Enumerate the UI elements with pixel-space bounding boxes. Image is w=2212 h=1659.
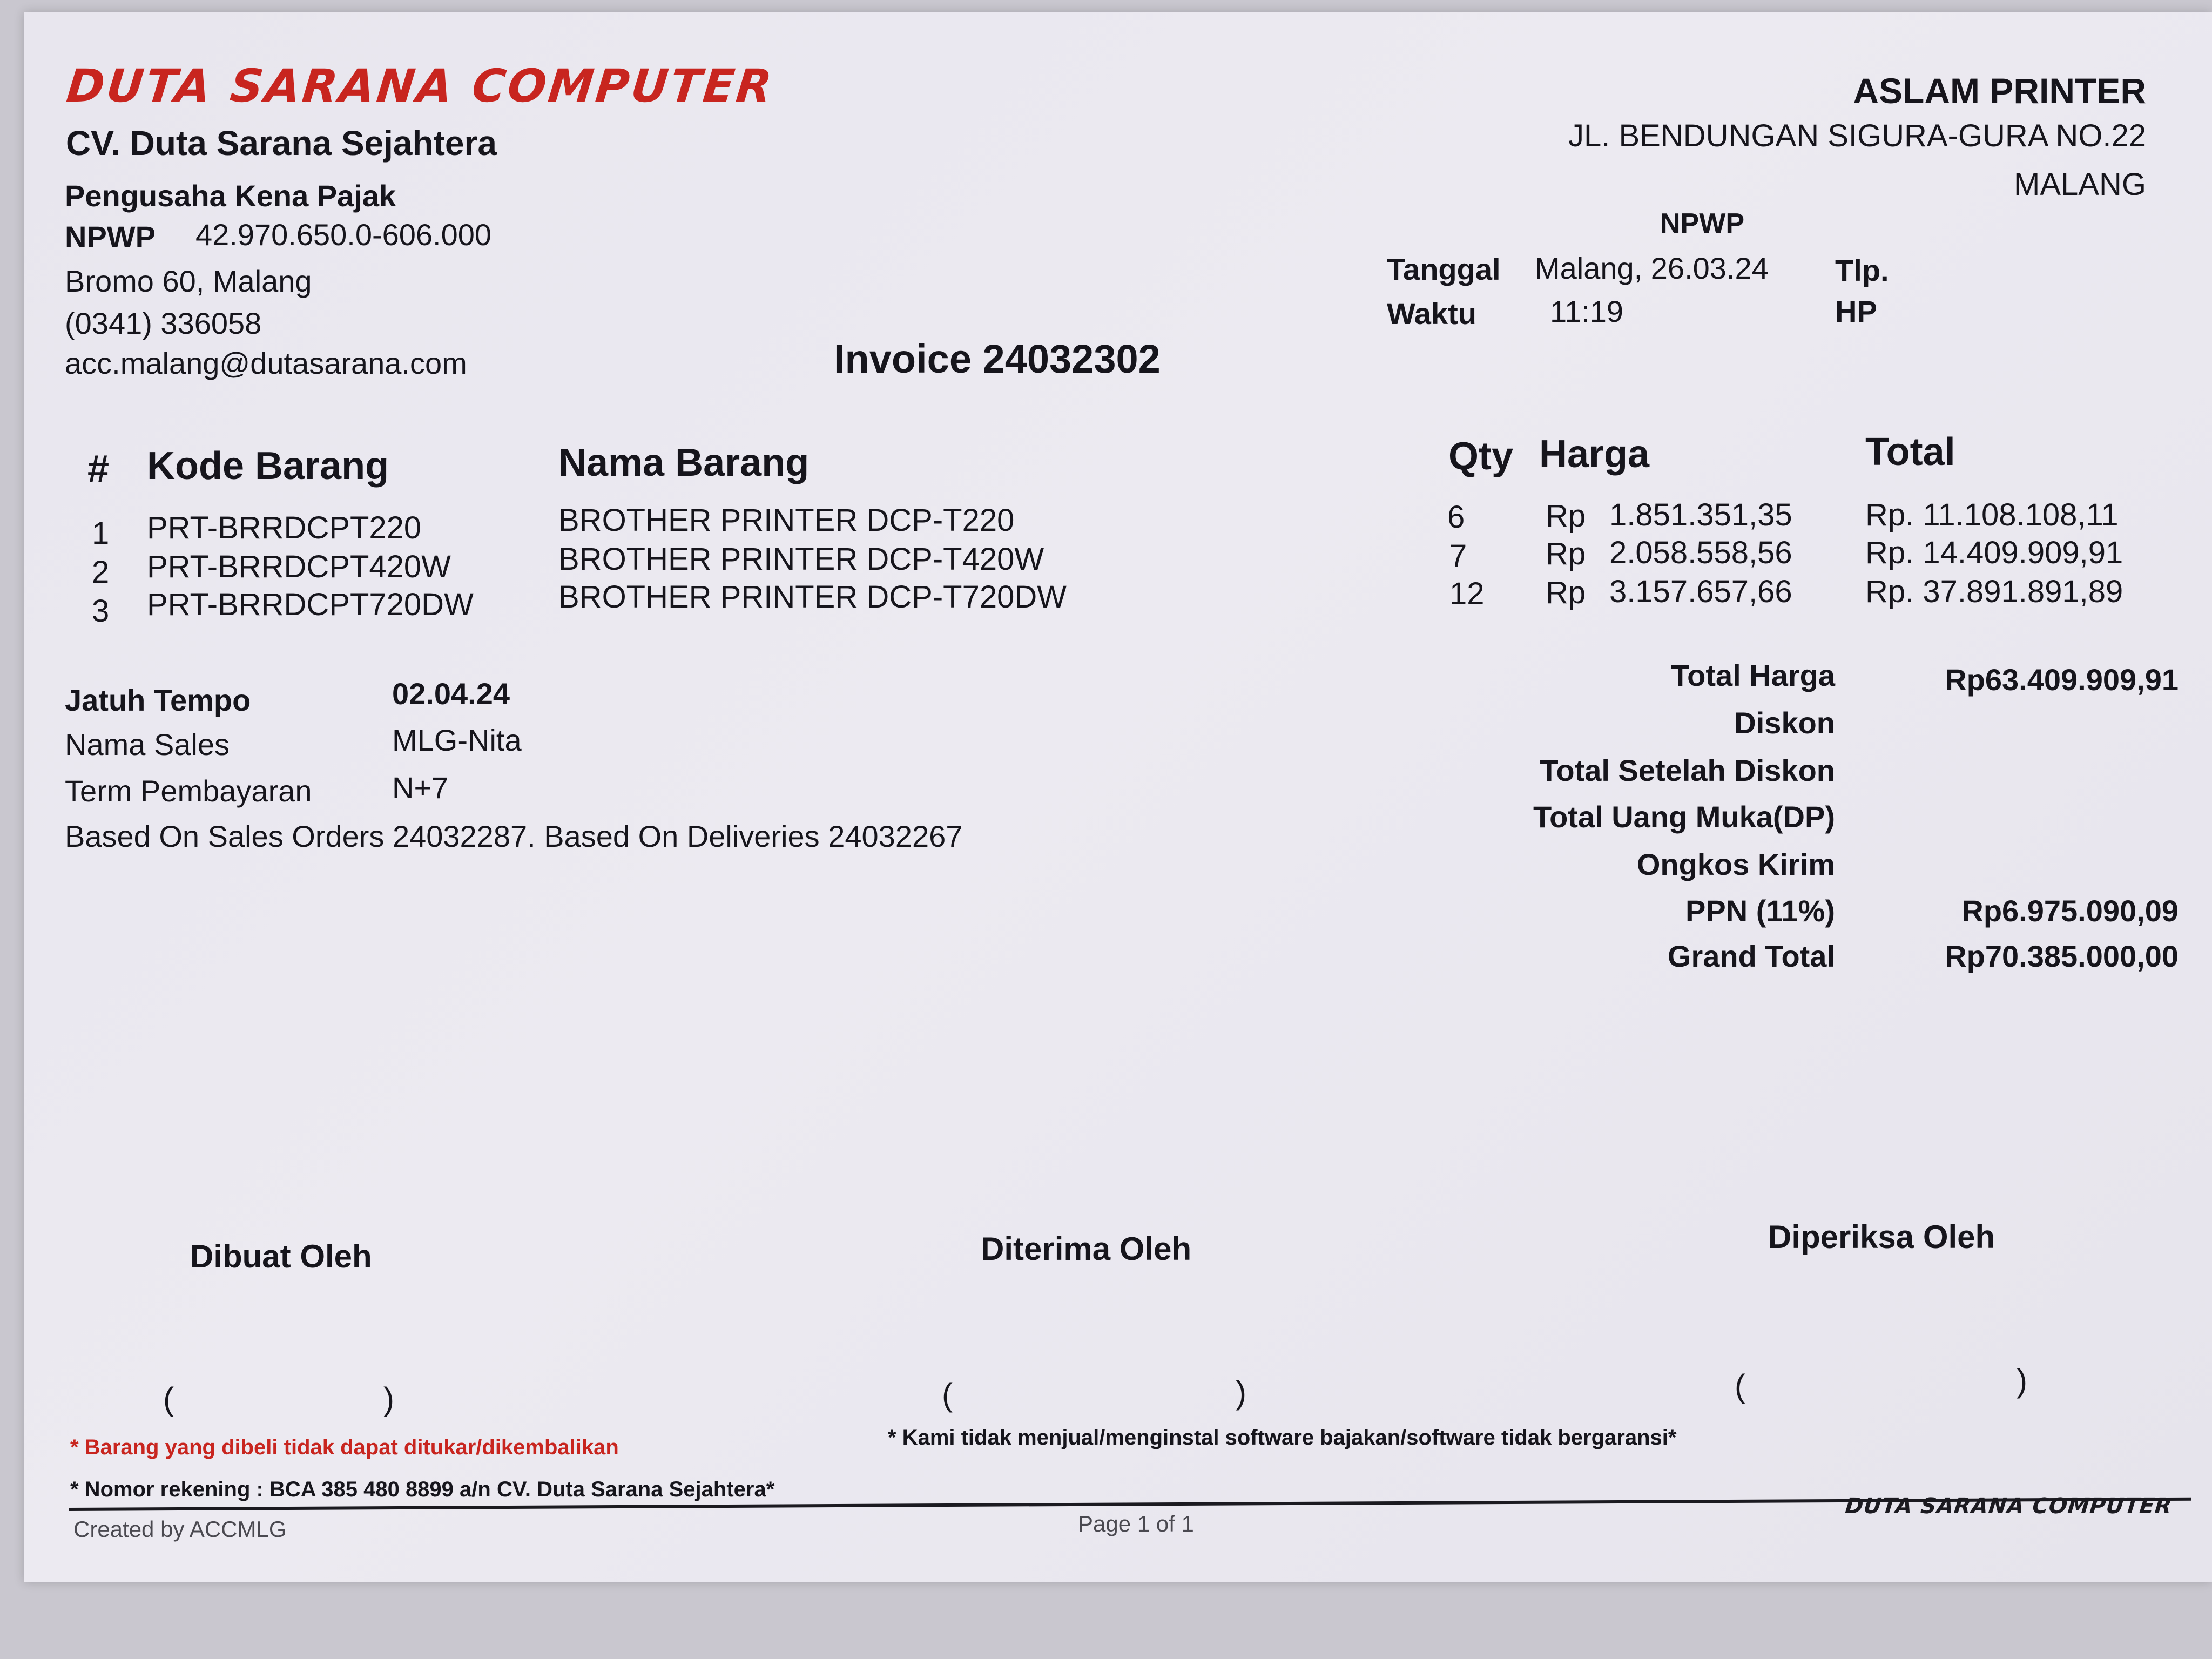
- term-label: Term Pembayaran: [65, 774, 312, 808]
- col-header-nama: Nama Barang: [558, 441, 810, 484]
- invoice-sheet: [24, 12, 2212, 1582]
- jatuh-tempo-label: Jatuh Tempo: [65, 683, 251, 717]
- row-nama: BROTHER PRINTER DCP-T220: [558, 503, 1015, 538]
- company-npwp-label: NPWP: [65, 220, 156, 254]
- customer-name: ASLAM PRINTER: [1853, 71, 2146, 111]
- reference-text: Based On Sales Orders 24032287. Based On Deliveries 24032267: [65, 819, 963, 853]
- note-bank-account: * Nomor rekening : BCA 385 480 8899 a/n CV. Duta Sarana Sejahtera*: [70, 1478, 775, 1501]
- grand-total-label: Grand Total: [1667, 939, 1835, 973]
- col-header-qty: Qty: [1448, 435, 1514, 478]
- page-number: Page 1 of 1: [1078, 1511, 1194, 1536]
- col-header-total: Total: [1865, 430, 1955, 474]
- row-no: 2: [92, 555, 110, 590]
- term-value: N+7: [392, 771, 449, 805]
- row-kode: PRT-BRRDCPT720DW: [147, 587, 474, 622]
- row-qty: 7: [1449, 538, 1467, 574]
- company-logo: DUTA SARANA COMPUTER: [64, 59, 777, 112]
- row-harga: 1.851.351,35: [1609, 497, 1792, 532]
- signature-paren-open: (: [163, 1381, 174, 1417]
- total-harga-label: Total Harga: [1671, 658, 1835, 692]
- created-by: Created by ACCMLG: [73, 1516, 287, 1542]
- company-email: acc.malang@dutasarana.com: [65, 346, 467, 380]
- note-software: * Kami tidak menjual/menginstal software bajakan/software tidak bergaransi*: [888, 1426, 1677, 1449]
- row-rp: Rp: [1546, 536, 1586, 571]
- hp-label: HP: [1835, 294, 1877, 328]
- jatuh-tempo-value: 02.04.24: [392, 677, 510, 711]
- total-harga-value: Rp63.409.909,91: [1945, 663, 2179, 697]
- customer-address-line1: JL. BENDUNGAN SIGURA-GURA NO.22: [1568, 118, 2146, 153]
- ppn-label: PPN (11%): [1685, 894, 1835, 928]
- signature-paren-open: (: [942, 1377, 953, 1413]
- tanggal-label: Tanggal: [1387, 252, 1501, 286]
- row-no: 3: [92, 594, 110, 629]
- signature-paren-close: ): [383, 1381, 394, 1417]
- company-address: Bromo 60, Malang: [65, 264, 312, 298]
- uang-muka-label: Total Uang Muka(DP): [1533, 800, 1835, 834]
- row-total: Rp. 11.108.108,11: [1865, 497, 2119, 532]
- row-no: 1: [92, 516, 110, 551]
- company-npwp-value: 42.970.650.0-606.000: [195, 218, 492, 252]
- ongkos-kirim-label: Ongkos Kirim: [1636, 847, 1835, 881]
- invoice-title: Invoice 24032302: [834, 336, 1161, 381]
- row-nama: BROTHER PRINTER DCP-T420W: [558, 542, 1044, 577]
- row-harga: 2.058.558,56: [1609, 535, 1792, 570]
- customer-npwp-label: NPWP: [1660, 208, 1744, 239]
- signature-paren-open: (: [1735, 1368, 1745, 1404]
- col-header-harga: Harga: [1539, 433, 1650, 476]
- footer-logo: DUTA SARANA COMPUTER: [1844, 1494, 2174, 1519]
- signature-paren-close: ): [2017, 1363, 2027, 1399]
- col-header-kode: Kode Barang: [147, 444, 389, 488]
- grand-total-value: Rp70.385.000,00: [1945, 939, 2179, 973]
- col-header-no: #: [87, 448, 110, 491]
- row-qty: 12: [1449, 576, 1485, 611]
- sales-value: MLG-Nita: [392, 723, 522, 757]
- row-total: Rp. 14.409.909,91: [1865, 535, 2123, 570]
- ppn-value: Rp6.975.090,09: [1961, 894, 2179, 928]
- row-total: Rp. 37.891.891,89: [1865, 574, 2123, 609]
- row-kode: PRT-BRRDCPT220: [147, 510, 422, 545]
- total-setelah-diskon-label: Total Setelah Diskon: [1540, 753, 1835, 787]
- signature-diterima-label: Diterima Oleh: [981, 1231, 1192, 1267]
- row-harga: 3.157.657,66: [1609, 574, 1792, 609]
- diskon-label: Diskon: [1734, 706, 1835, 740]
- row-rp: Rp: [1546, 498, 1586, 534]
- waktu-value: 11:19: [1550, 294, 1623, 328]
- tlp-label: Tlp.: [1835, 253, 1889, 287]
- signature-dibuat-label: Dibuat Oleh: [190, 1238, 372, 1274]
- row-kode: PRT-BRRDCPT420W: [147, 549, 451, 584]
- customer-address-line2: MALANG: [2014, 167, 2146, 202]
- tanggal-value: Malang, 26.03.24: [1535, 251, 1769, 285]
- row-qty: 6: [1447, 500, 1465, 535]
- row-nama: BROTHER PRINTER DCP-T720DW: [558, 579, 1067, 615]
- signature-diperiksa-label: Diperiksa Oleh: [1768, 1219, 1995, 1255]
- sales-label: Nama Sales: [65, 727, 230, 761]
- signature-paren-close: ): [1236, 1374, 1246, 1411]
- waktu-label: Waktu: [1387, 296, 1476, 331]
- row-rp: Rp: [1546, 575, 1586, 610]
- tax-status: Pengusaha Kena Pajak: [65, 179, 396, 213]
- note-no-return: * Barang yang dibeli tidak dapat ditukar/dikembalikan: [70, 1435, 619, 1459]
- company-phone: (0341) 336058: [65, 306, 262, 340]
- company-name: CV. Duta Sarana Sejahtera: [66, 124, 497, 163]
